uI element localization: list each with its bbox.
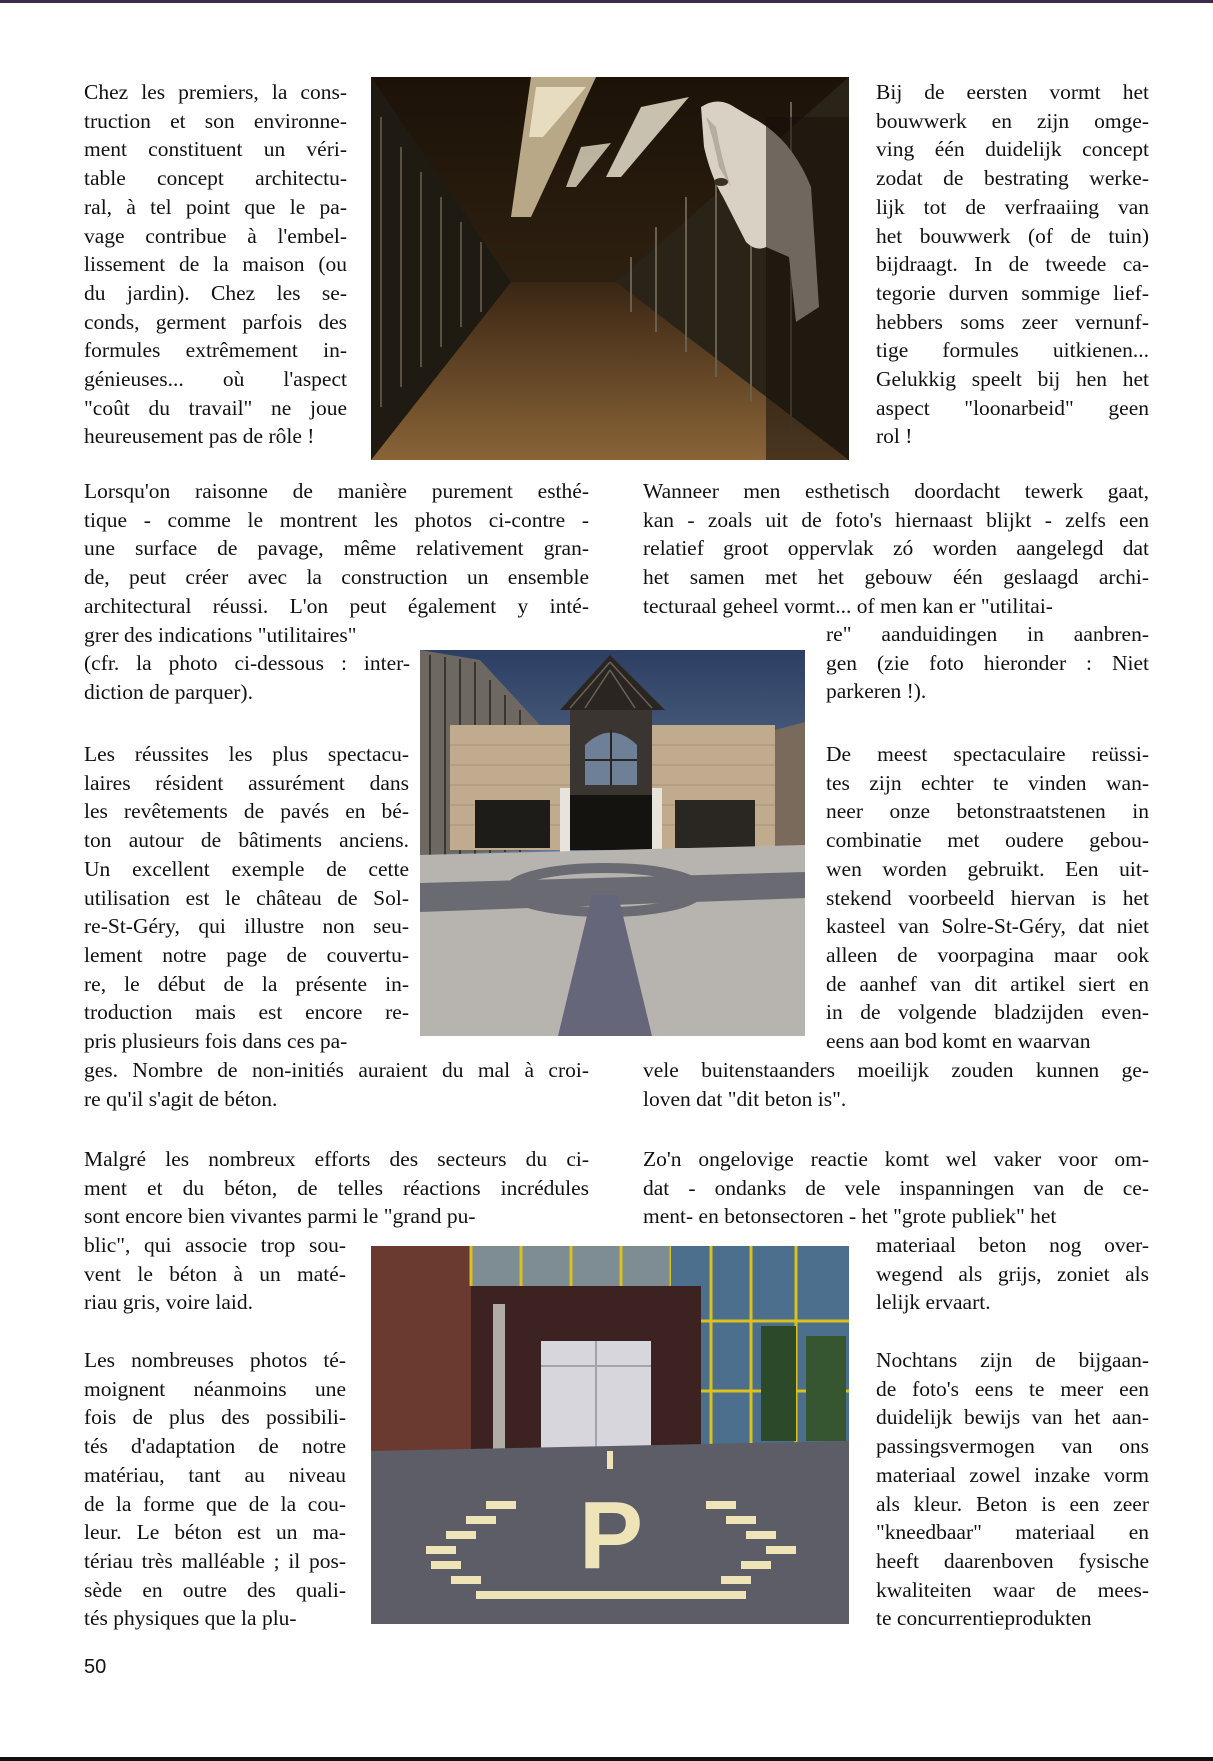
text-line: moignent néanmoins une xyxy=(84,1376,346,1401)
block3-french-wide xyxy=(84,1056,589,1113)
text-line: sont encore bien vivantes parmi le "grand pu- xyxy=(84,1204,476,1229)
text-line: ving één duidelijk concept xyxy=(876,137,1149,162)
text-line: heureusement pas de rôle ! xyxy=(84,424,315,449)
block1-dutch-column xyxy=(876,78,1149,451)
text-line: troduction mais est encore re- xyxy=(84,1000,409,1025)
text-line: "kneedbaar" materiaal en xyxy=(876,1520,1149,1545)
text-line: tige formules uitkienen... xyxy=(876,338,1149,363)
block4-french-narrow xyxy=(84,1231,346,1317)
photo-horse-stable xyxy=(371,77,849,460)
text-line: tecturaal geheel vormt... of men kan er "utilitai- xyxy=(643,593,1053,618)
text-line: kan - zoals uit de foto's hiernaast blijkt - zelfs een xyxy=(643,507,1149,532)
text-line: de la forme que de la cou- xyxy=(84,1491,346,1516)
text-line: Bij de eersten vormt het xyxy=(876,80,1149,104)
block3-french-narrow xyxy=(84,740,409,1056)
text-line: Nochtans zijn de bijgaan- xyxy=(876,1348,1149,1372)
text-line: les revêtements de pavés en bé- xyxy=(84,799,409,824)
text-line: Zo'n ongelovige reactie komt wel vaker voor om- xyxy=(643,1147,1149,1171)
text-line: laires résident assurément dans xyxy=(84,770,409,795)
block4-dutch-wide xyxy=(643,1145,1149,1231)
text-line: une surface de pavage, même relativement gran- xyxy=(84,536,589,561)
text-line: neer onze betonstraatstenen in xyxy=(826,799,1149,824)
text-line: Wanneer men esthetisch doordacht tewerk gaat, xyxy=(643,479,1149,503)
text-line: riau gris, voire laid. xyxy=(84,1290,253,1315)
block5-dutch-column xyxy=(876,1346,1149,1633)
page-number: 50 xyxy=(84,1656,107,1678)
text-line: aspect "loonarbeid" geen xyxy=(876,395,1149,420)
text-line: kwaliteiten waar de mees- xyxy=(876,1577,1149,1602)
text-line: pris plusieurs fois dans ces pa- xyxy=(84,1029,348,1054)
text-line: materiaal beton nog over- xyxy=(876,1233,1149,1257)
text-line: conds, germent parfois des xyxy=(84,309,347,334)
text-line: re, le début de la présente in- xyxy=(84,971,409,996)
text-line: table concept architectu- xyxy=(84,166,347,191)
text-line: blic", qui associe trop sou- xyxy=(84,1233,346,1257)
top-rule xyxy=(0,0,1213,3)
photo-parking-paving xyxy=(371,1246,849,1624)
block3-dutch-narrow xyxy=(826,740,1149,1056)
text-line: "coût du travail" ne joue xyxy=(84,395,347,420)
text-line: loven dat "dit beton is". xyxy=(643,1086,847,1111)
text-line: Gelukkig speelt bij hen het xyxy=(876,367,1149,392)
text-line: combinatie met oudere gebou- xyxy=(826,828,1149,853)
block2-dutch-wide xyxy=(643,477,1149,621)
text-line: dat - ondanks de vele inspanningen van de ce- xyxy=(643,1175,1149,1200)
text-line: vage contribue à l'embel- xyxy=(84,223,347,248)
bottom-rule xyxy=(0,1757,1213,1761)
text-line: bouwwerk en zijn omge- xyxy=(876,108,1149,133)
block3-dutch-wide xyxy=(643,1056,1149,1113)
block2-french-narrow xyxy=(84,649,410,706)
text-line: génieuses... où l'aspect xyxy=(84,367,347,392)
text-line: vele buitenstaanders moeilijk zouden kunnen ge- xyxy=(643,1058,1149,1082)
text-line: formules extrêmement in- xyxy=(84,338,347,363)
text-line: tique - comme le montrent les photos ci-contre - xyxy=(84,507,589,532)
block5-french-column xyxy=(84,1346,346,1633)
text-line: vent le béton à un maté- xyxy=(84,1261,346,1286)
text-line: relatief groot oppervlak zó worden aangelegd dat xyxy=(643,536,1149,561)
text-line: ment et du béton, de telles réactions incrédules xyxy=(84,1175,589,1200)
text-line: Les réussites les plus spectacu- xyxy=(84,742,409,766)
text-line: lijk tot de verfraaiing van xyxy=(876,194,1149,219)
parking-p-letter: P xyxy=(578,1482,644,1589)
text-line: (cfr. la photo ci-dessous : inter- xyxy=(84,651,410,675)
text-line: Chez les premiers, la cons- xyxy=(84,80,347,104)
text-line: tériau très malléable ; il pos- xyxy=(84,1548,346,1573)
text-line: stekend voorbeeld hiervan is het xyxy=(826,885,1149,910)
text-line: utilisation est le château de Sol- xyxy=(84,885,409,910)
text-line: passingsvermogen van ons xyxy=(876,1434,1149,1459)
text-line: lement notre page de couvertu- xyxy=(84,942,409,967)
text-line: ment- en betonsectoren - het "grote publiek" het xyxy=(643,1204,1057,1229)
text-line: grer des indications "utilitaires" xyxy=(84,622,357,647)
block2-french-wide xyxy=(84,477,589,649)
text-line: ral, à tel point que le pa- xyxy=(84,194,347,219)
text-line: ges. Nombre de non-initiés auraient du mal à croi- xyxy=(84,1058,589,1082)
text-line: du jardin). Chez les se- xyxy=(84,280,347,305)
text-line: rol ! xyxy=(876,424,913,449)
text-line: parkeren !). xyxy=(826,679,927,704)
text-line: matériau, tant au niveau xyxy=(84,1462,346,1487)
text-line: tés d'adaptation de notre xyxy=(84,1434,346,1459)
text-line: Lorsqu'on raisonne de manière purement esthé- xyxy=(84,479,589,503)
text-line: zodat de bestrating werke- xyxy=(876,166,1149,191)
text-line: ton autour de bâtiments anciens. xyxy=(84,828,409,853)
text-line: wen worden gebruikt. Een uit- xyxy=(826,856,1149,881)
text-line: materiaal zowel inzake vorm xyxy=(876,1462,1149,1487)
text-line: ment constituent un véri- xyxy=(84,137,347,162)
block2-dutch-narrow xyxy=(826,620,1149,706)
text-line: in de volgende bladzijden even- xyxy=(826,1000,1149,1025)
text-line: sède en outre des quali- xyxy=(84,1577,346,1602)
text-line: bijdraagt. In de tweede ca- xyxy=(876,252,1149,277)
text-line: Malgré les nombreux efforts des secteurs du ci- xyxy=(84,1147,589,1171)
text-line: re" aanduidingen in aanbren- xyxy=(826,622,1149,646)
text-line: de foto's eens te meer een xyxy=(876,1376,1149,1401)
block4-french-wide xyxy=(84,1145,589,1231)
text-line: tes zijn echter te vinden wan- xyxy=(826,770,1149,795)
photo-building-plaza xyxy=(420,650,805,1036)
text-line: eens aan bod komt en waarvan xyxy=(826,1029,1091,1054)
text-line: tés physiques que la plu- xyxy=(84,1606,297,1631)
text-line: de, peut créer avec la construction un ensemble xyxy=(84,565,589,590)
text-line: truction et son environne- xyxy=(84,108,347,133)
text-line: lissement de la maison (ou xyxy=(84,252,347,277)
text-line: kasteel van Solre-St-Géry, dat niet xyxy=(826,914,1149,939)
text-line: duidelijk bewijs van het aan- xyxy=(876,1405,1149,1430)
text-line: lelijk ervaart. xyxy=(876,1290,991,1315)
text-line: het bouwwerk (of de tuin) xyxy=(876,223,1149,248)
text-line: leur. Le béton est un ma- xyxy=(84,1520,346,1545)
text-line: gen (zie foto hieronder : Niet xyxy=(826,650,1149,675)
block1-french-column xyxy=(84,78,347,451)
text-line: alleen de voorpagina maar ook xyxy=(826,942,1149,967)
text-line: re qu'il s'agit de béton. xyxy=(84,1086,278,1111)
text-line: de aanhef van dit artikel siert en xyxy=(826,971,1149,996)
block4-dutch-narrow xyxy=(876,1231,1149,1317)
text-line: tegorie durven sommige lief- xyxy=(876,280,1149,305)
text-line: als kleur. Beton is een zeer xyxy=(876,1491,1149,1516)
text-line: diction de parquer). xyxy=(84,679,253,704)
text-line: het samen met het gebouw één geslaagd archi- xyxy=(643,565,1149,590)
text-line: Un excellent exemple de cette xyxy=(84,856,409,881)
text-line: re-St-Géry, qui illustre non seu- xyxy=(84,914,409,939)
text-line: wegend als grijs, zoniet als xyxy=(876,1261,1149,1286)
text-line: fois de plus des possibili- xyxy=(84,1405,346,1430)
text-line: heeft daarenboven fysische xyxy=(876,1548,1149,1573)
text-line: architectural réussi. L'on peut également y inté- xyxy=(84,593,589,618)
text-line: hebbers soms zeer vernunf- xyxy=(876,309,1149,334)
text-line: De meest spectaculaire reüssi- xyxy=(826,742,1149,766)
text-line: te concurrentieprodukten xyxy=(876,1606,1092,1631)
text-line: Les nombreuses photos té- xyxy=(84,1348,346,1372)
